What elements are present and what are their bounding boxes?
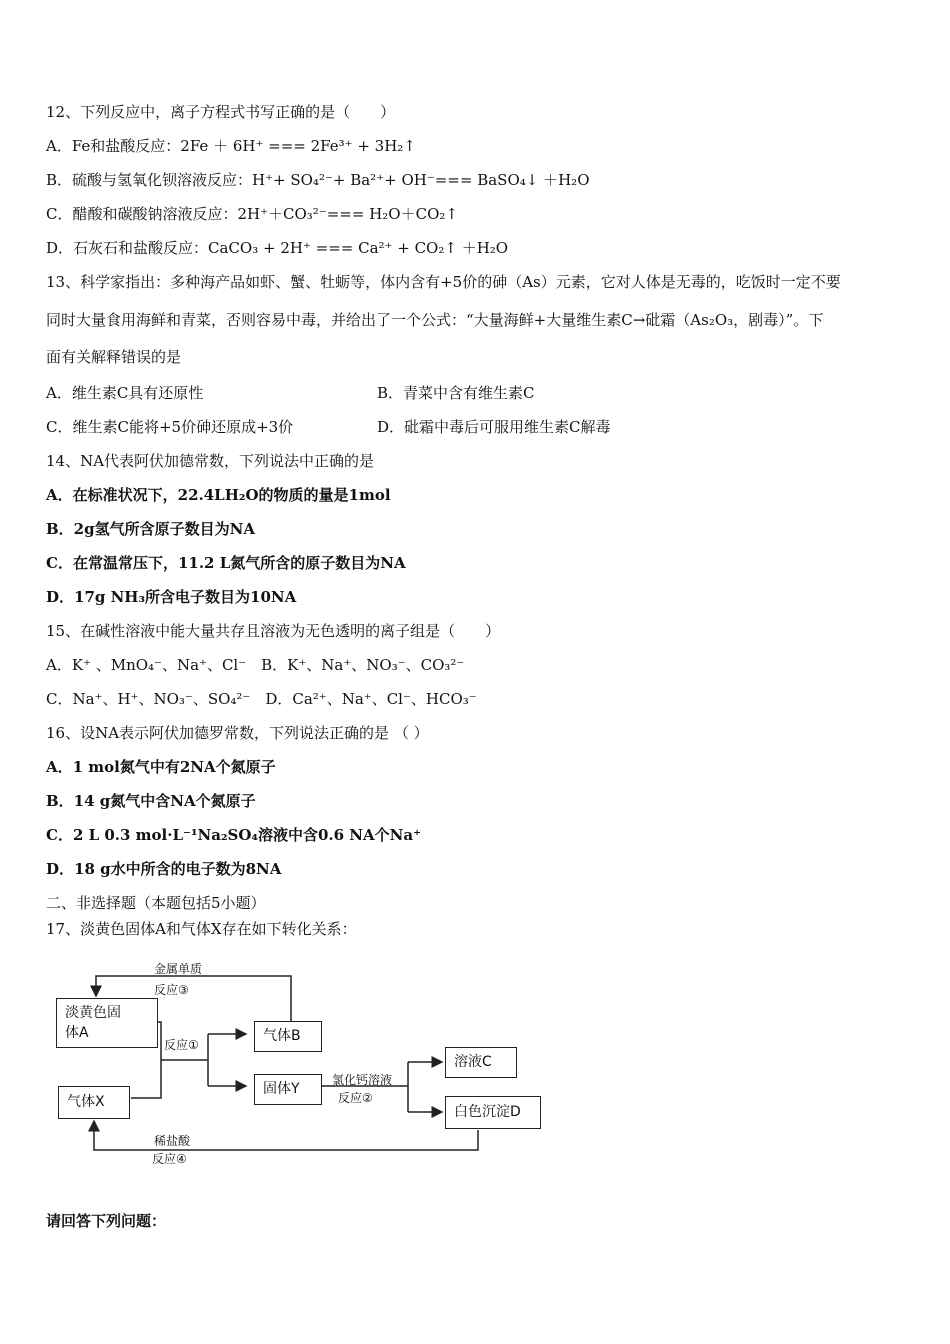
q13-options-row2: [46, 417, 906, 437]
label-reaction4: 反应④: [152, 1152, 187, 1166]
q15-stem: 15、在碱性溶液中能大量共存且溶液为无色透明的离子组是（ ）: [46, 622, 501, 640]
q16-option-a: A．1 mol氮气中有2NA个氮原子: [46, 758, 276, 776]
box-gas-x: 气体X: [58, 1086, 130, 1119]
q12-option-a: A．Fe和盐酸反应：2Fe ＋ 6H⁺ === 2Fe³⁺ + 3H₂↑: [46, 137, 416, 155]
q17-stem: 17、淡黄色固体A和气体X存在如下转化关系：: [46, 920, 357, 938]
q17-flow-diagram: [46, 958, 546, 1173]
q13-option-d: D．砒霜中毒后可服用维生素C解毒: [377, 418, 611, 436]
q13-stem-line3: 面有关解释错误的是: [46, 348, 182, 366]
box-solution-c: 溶液C: [445, 1047, 517, 1078]
q12-stem: 12、下列反应中，离子方程式书写正确的是（ ）: [46, 103, 396, 121]
q15-options-cd: C．Na⁺、H⁺、NO₃⁻、SO₄²⁻ D．Ca²⁺、Na⁺、Cl⁻、HCO₃⁻: [46, 690, 477, 708]
q16-option-c: C．2 L 0.3 mol·L⁻¹Na₂SO₄溶液中含0.6 NA个Na⁺: [46, 826, 422, 844]
q12-option-c: C．醋酸和碳酸钠溶液反应：2H⁺＋CO₃²⁻=== H₂O＋CO₂↑: [46, 205, 458, 223]
label-reaction1: 反应①: [164, 1038, 199, 1052]
q12-option-d: D．石灰石和盐酸反应：CaCO₃ + 2H⁺ === Ca²⁺ + CO₂↑ ＋H₂O: [46, 239, 509, 257]
box-solid-y: 固体Y: [254, 1074, 322, 1105]
q15-options-ab: A．K⁺ 、MnO₄⁻、Na⁺、Cl⁻ B．K⁺、Na⁺、NO₃⁻、CO₃²⁻: [46, 656, 465, 674]
q16-option-b: B．14 g氮气中含NA个氮原子: [46, 792, 256, 810]
box-precipitate-d: 白色沉淀D: [445, 1096, 541, 1129]
q14-option-a: A．在标准状况下，22.4LH₂O的物质的量是1mol: [46, 486, 391, 504]
q16-stem: 16、设NA表示阿伏加德罗常数，下列说法正确的是 （ ）: [46, 724, 429, 742]
label-cacl2: 氯化钙溶液: [332, 1073, 393, 1087]
q13-option-a: A．维生素C具有还原性: [46, 384, 204, 402]
label-hcl: 稀盐酸: [154, 1134, 191, 1148]
q17-prompt: 请回答下列问题：: [46, 1212, 167, 1230]
q13-stem-line2: 同时大量食用海鲜和青菜，否则容易中毒，并给出了一个公式：“大量海鲜+大量维生素C→砒霜（As₂O₃，剧毒）”。下: [46, 311, 824, 329]
box-solid-a: 淡黄色固体A: [56, 998, 158, 1048]
label-reaction3: 反应③: [154, 983, 189, 997]
q13-option-c: C．维生素C能将+5价砷还原成+3价: [46, 418, 294, 436]
q14-option-c: C．在常温常压下，11.2 L氮气所含的原子数目为NA: [46, 554, 406, 572]
section-heading: 二、非选择题（本题包括5小题）: [46, 894, 266, 912]
q13-stem-line1: 13、科学家指出：多种海产品如虾、蟹、牡蛎等，体内含有+5价的砷（As）元素，它对人体是无毒的，吃饭时一定不要: [46, 273, 841, 291]
q14-option-d: D．17g NH₃所含电子数目为10NA: [46, 588, 297, 606]
arrow-reaction4: [94, 1121, 478, 1150]
q13-option-b: B．青菜中含有维生素C: [377, 384, 535, 402]
q13-options-row1: [46, 383, 906, 403]
q12-option-b: B．硫酸与氢氧化钡溶液反应：H⁺+ SO₄²⁻+ Ba²⁺+ OH⁻=== BaSO₄↓ ＋H₂O: [46, 171, 590, 189]
box-gas-b: 气体B: [254, 1021, 322, 1052]
label-metal: 金属单质: [154, 962, 203, 976]
q14-stem: 14、NA代表阿伏加德常数，下列说法中正确的是: [46, 452, 375, 470]
q16-option-d: D．18 g水中所含的电子数为8NA: [46, 860, 282, 878]
q14-option-b: B．2g氢气所含原子数目为NA: [46, 520, 255, 538]
label-reaction2: 反应②: [338, 1091, 373, 1105]
